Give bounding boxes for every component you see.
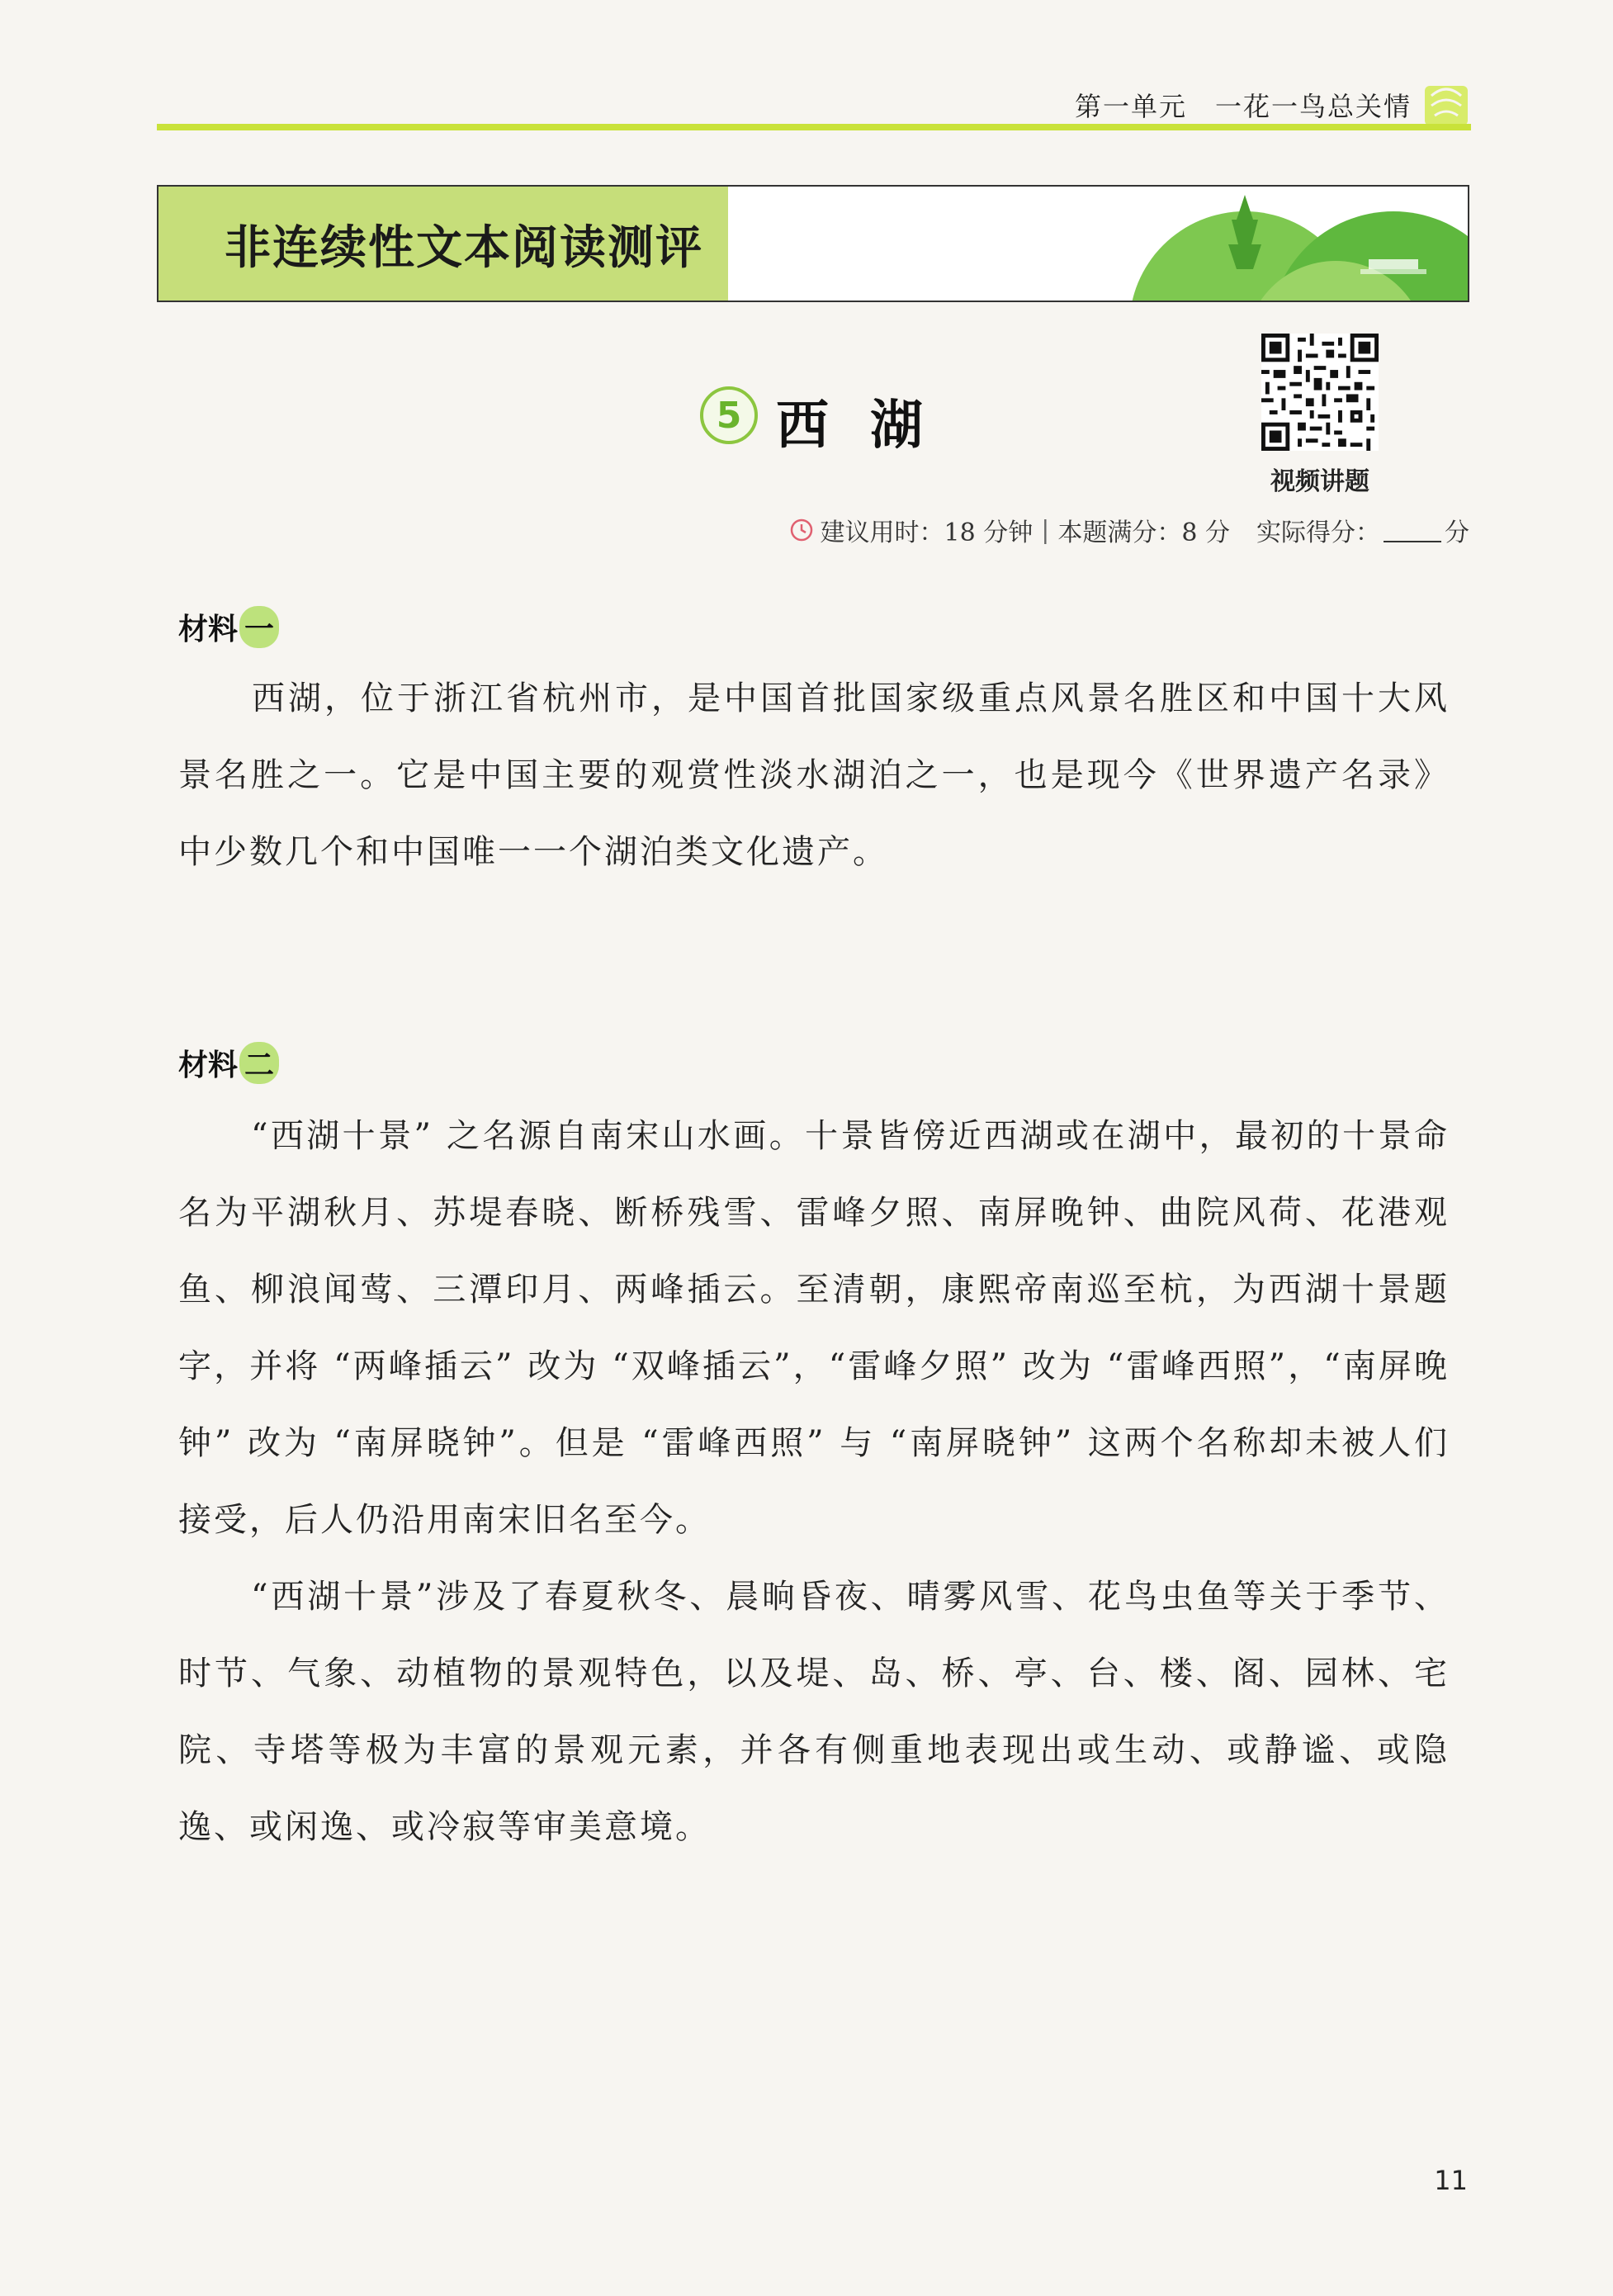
actual-score-label: 实际得分：	[1256, 518, 1380, 547]
header-rule	[157, 124, 1471, 130]
paragraph-text: “西湖十景”涉及了春夏秋冬、晨晌昏夜、晴雾风雪、花鸟虫鱼等关于季节、时节、气象、动植物的景观特色，以及堤、岛、桥、亭、台、楼、阁、园林、宅院、寺塔等极为丰富的景观元素，并各有侧重地表现出或生动、或静谧、或隐逸、或闲逸、或冷寂等审美意境。	[178, 1578, 1450, 1846]
flower-ornament-icon	[1423, 79, 1469, 127]
pagoda-hills-icon	[1121, 187, 1468, 301]
unit-title: 第一单元 一花一鸟总关情	[1074, 91, 1412, 122]
lesson-title: 西湖	[776, 395, 964, 457]
material-2-heading	[178, 1042, 279, 1084]
section-banner	[157, 185, 1469, 302]
timing-line	[789, 512, 1469, 548]
material-1-paragraph	[178, 660, 1450, 891]
lesson-number-badge: 5	[700, 386, 758, 444]
material-2-paragraph-1	[178, 1098, 1450, 1559]
qr-label: 视频讲题	[1270, 467, 1369, 496]
material-number: 一	[239, 606, 279, 648]
paragraph-text: 西湖，位于浙江省杭州市，是中国首批国家级重点风景名胜区和中国十大风景名胜之一。它是中国主要的观赏性淡水湖泊之一，也是现今《世界遗产名录》中少数几个和中国唯一一个湖泊类文化遗产。	[178, 679, 1450, 871]
banner-title: 非连续性文本阅读测评	[225, 220, 703, 275]
qr-code-icon[interactable]	[1261, 334, 1379, 451]
material-number: 二	[239, 1042, 279, 1084]
material-1-heading	[178, 606, 279, 648]
material-label: 材料	[178, 613, 239, 646]
material-label: 材料	[178, 1049, 239, 1082]
paragraph-text: “西湖十景” 之名源自南宋山水画。十景皆傍近西湖或在湖中，最初的十景命名为平湖秋月、苏堤春晓、断桥残雪、雷峰夕照、南屏晚钟、曲院风荷、花港观鱼、柳浪闻莺、三潭印月、两峰插云。至清朝，康熙帝南巡至杭，为西湖十景题字，并将 “两峰插云” 改为 “双峰插云”，“雷峰夕照” 改为 “雷峰西照”，“南屏晚钟” 改为 “南屏晓钟”。但是 “雷峰西照” 与 “南屏晓钟” 这两个名称却未被人们接受，后人仍沿用南宋旧名至今。	[178, 1117, 1450, 1539]
suggested-time: 建议用时：18 分钟	[820, 518, 1034, 547]
full-score: 本题满分：8 分	[1057, 518, 1230, 547]
material-2-paragraph-2	[178, 1559, 1450, 1866]
score-blank[interactable]	[1384, 518, 1441, 542]
clock-icon	[789, 518, 814, 542]
divider: |	[1041, 515, 1050, 545]
page-number: 11	[1434, 2165, 1468, 2196]
score-unit: 分	[1445, 518, 1469, 547]
